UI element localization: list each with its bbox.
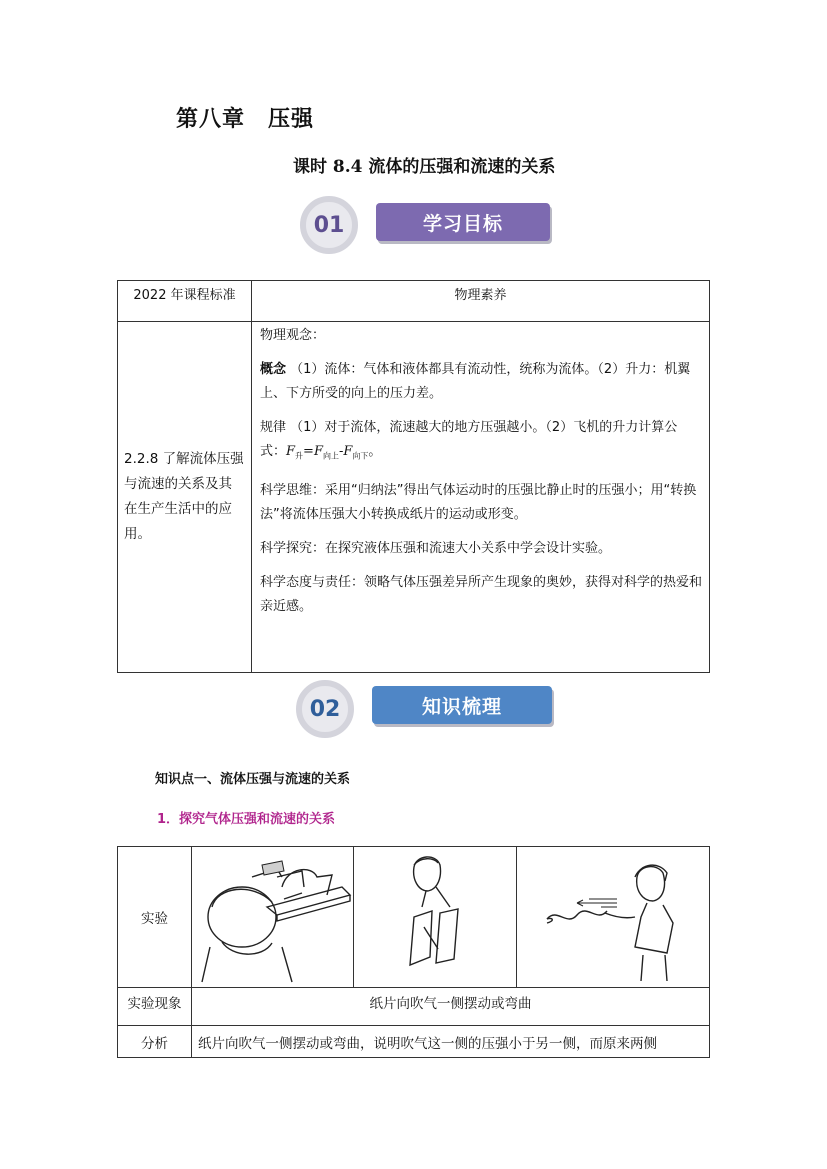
objectives-table xyxy=(117,280,710,673)
boy-blowing-paper-strip-illustration xyxy=(517,847,709,983)
formula-f: F xyxy=(286,444,296,459)
phenomenon-label: 实验现象 xyxy=(118,988,192,1026)
phenomenon-value: 纸片向吹气一侧摆动或弯曲 xyxy=(192,988,710,1026)
formula-sub-up: 向上 xyxy=(322,451,339,461)
law-text: （1）对于流体，流速越大的地方压强越小。（2）飞机的升力计算公式： xyxy=(260,420,678,459)
law-paragraph xyxy=(260,416,703,469)
concept-label: 概念 xyxy=(260,362,287,377)
attitude-paragraph: 科学态度与责任：领略气体压强差异所产生现象的奥妙，获得对科学的热爱和亲近感。 xyxy=(260,574,703,614)
inquiry-paragraph: 科学探究：在探究液体压强和流速大小关系中学会设计实验。 xyxy=(260,540,612,556)
section-number-badge: 02 xyxy=(296,680,354,738)
formula-sub-down: 向下 xyxy=(352,451,369,461)
formula-sub-lift: 升 xyxy=(295,451,304,461)
section-banner-objectives xyxy=(300,196,552,254)
table-header-literacy: 物理素养 xyxy=(252,281,710,322)
standard-text: 2.2.8 了解流体压强与流速的关系及其在生产生活中的应用。 xyxy=(124,451,244,542)
thinking-paragraph: 科学思维：采用“归纳法”得出气体运动时的压强比静止时的压强小；用“转换法”将流体压强大小转换成纸片的运动或形变。 xyxy=(260,482,697,522)
formula-minus: -F xyxy=(338,444,353,459)
formula-end: 。 xyxy=(368,444,382,459)
section-number-badge: 01 xyxy=(300,196,358,254)
table-header-standard: 2022 年课程标准 xyxy=(118,281,252,322)
concept-paragraph xyxy=(260,358,703,406)
section-label: 知识梳理 xyxy=(372,686,552,724)
subheading: 1．探究气体压强和流速的关系 xyxy=(157,812,336,827)
section-label: 学习目标 xyxy=(376,203,550,241)
concept-text: （1）流体：气体和液体都具有流动性，统称为流体。（2）升力：机翼上、下方所受的向上的压力差。 xyxy=(260,362,691,401)
standard-cell xyxy=(118,322,252,673)
experiment-image-2 xyxy=(354,847,517,988)
boy-blowing-between-papers-illustration xyxy=(354,847,516,983)
chapter-title: 第八章 压强 xyxy=(176,106,315,132)
experiment-table xyxy=(117,846,710,1058)
section-banner-knowledge xyxy=(296,680,554,738)
experiment-label: 实验 xyxy=(118,847,192,988)
literacy-cell xyxy=(252,322,710,673)
analysis-label: 分析 xyxy=(118,1026,192,1058)
experiment-image-1 xyxy=(192,847,354,988)
analysis-value: 纸片向吹气一侧摆动或弯曲，说明吹气这一侧的压强小于另一侧，而原来两侧 xyxy=(192,1026,710,1058)
boy-blowing-book-pages-illustration xyxy=(192,847,353,983)
knowledge-point-heading: 知识点一、流体压强与流速的关系 xyxy=(155,772,351,787)
formula-eq: =F xyxy=(303,444,323,459)
concept-heading: 物理观念： xyxy=(260,328,326,343)
experiment-image-3 xyxy=(517,847,710,988)
law-label: 规律 xyxy=(260,420,287,435)
lesson-title: 课时 8.4 流体的压强和流速的关系 xyxy=(293,157,556,177)
